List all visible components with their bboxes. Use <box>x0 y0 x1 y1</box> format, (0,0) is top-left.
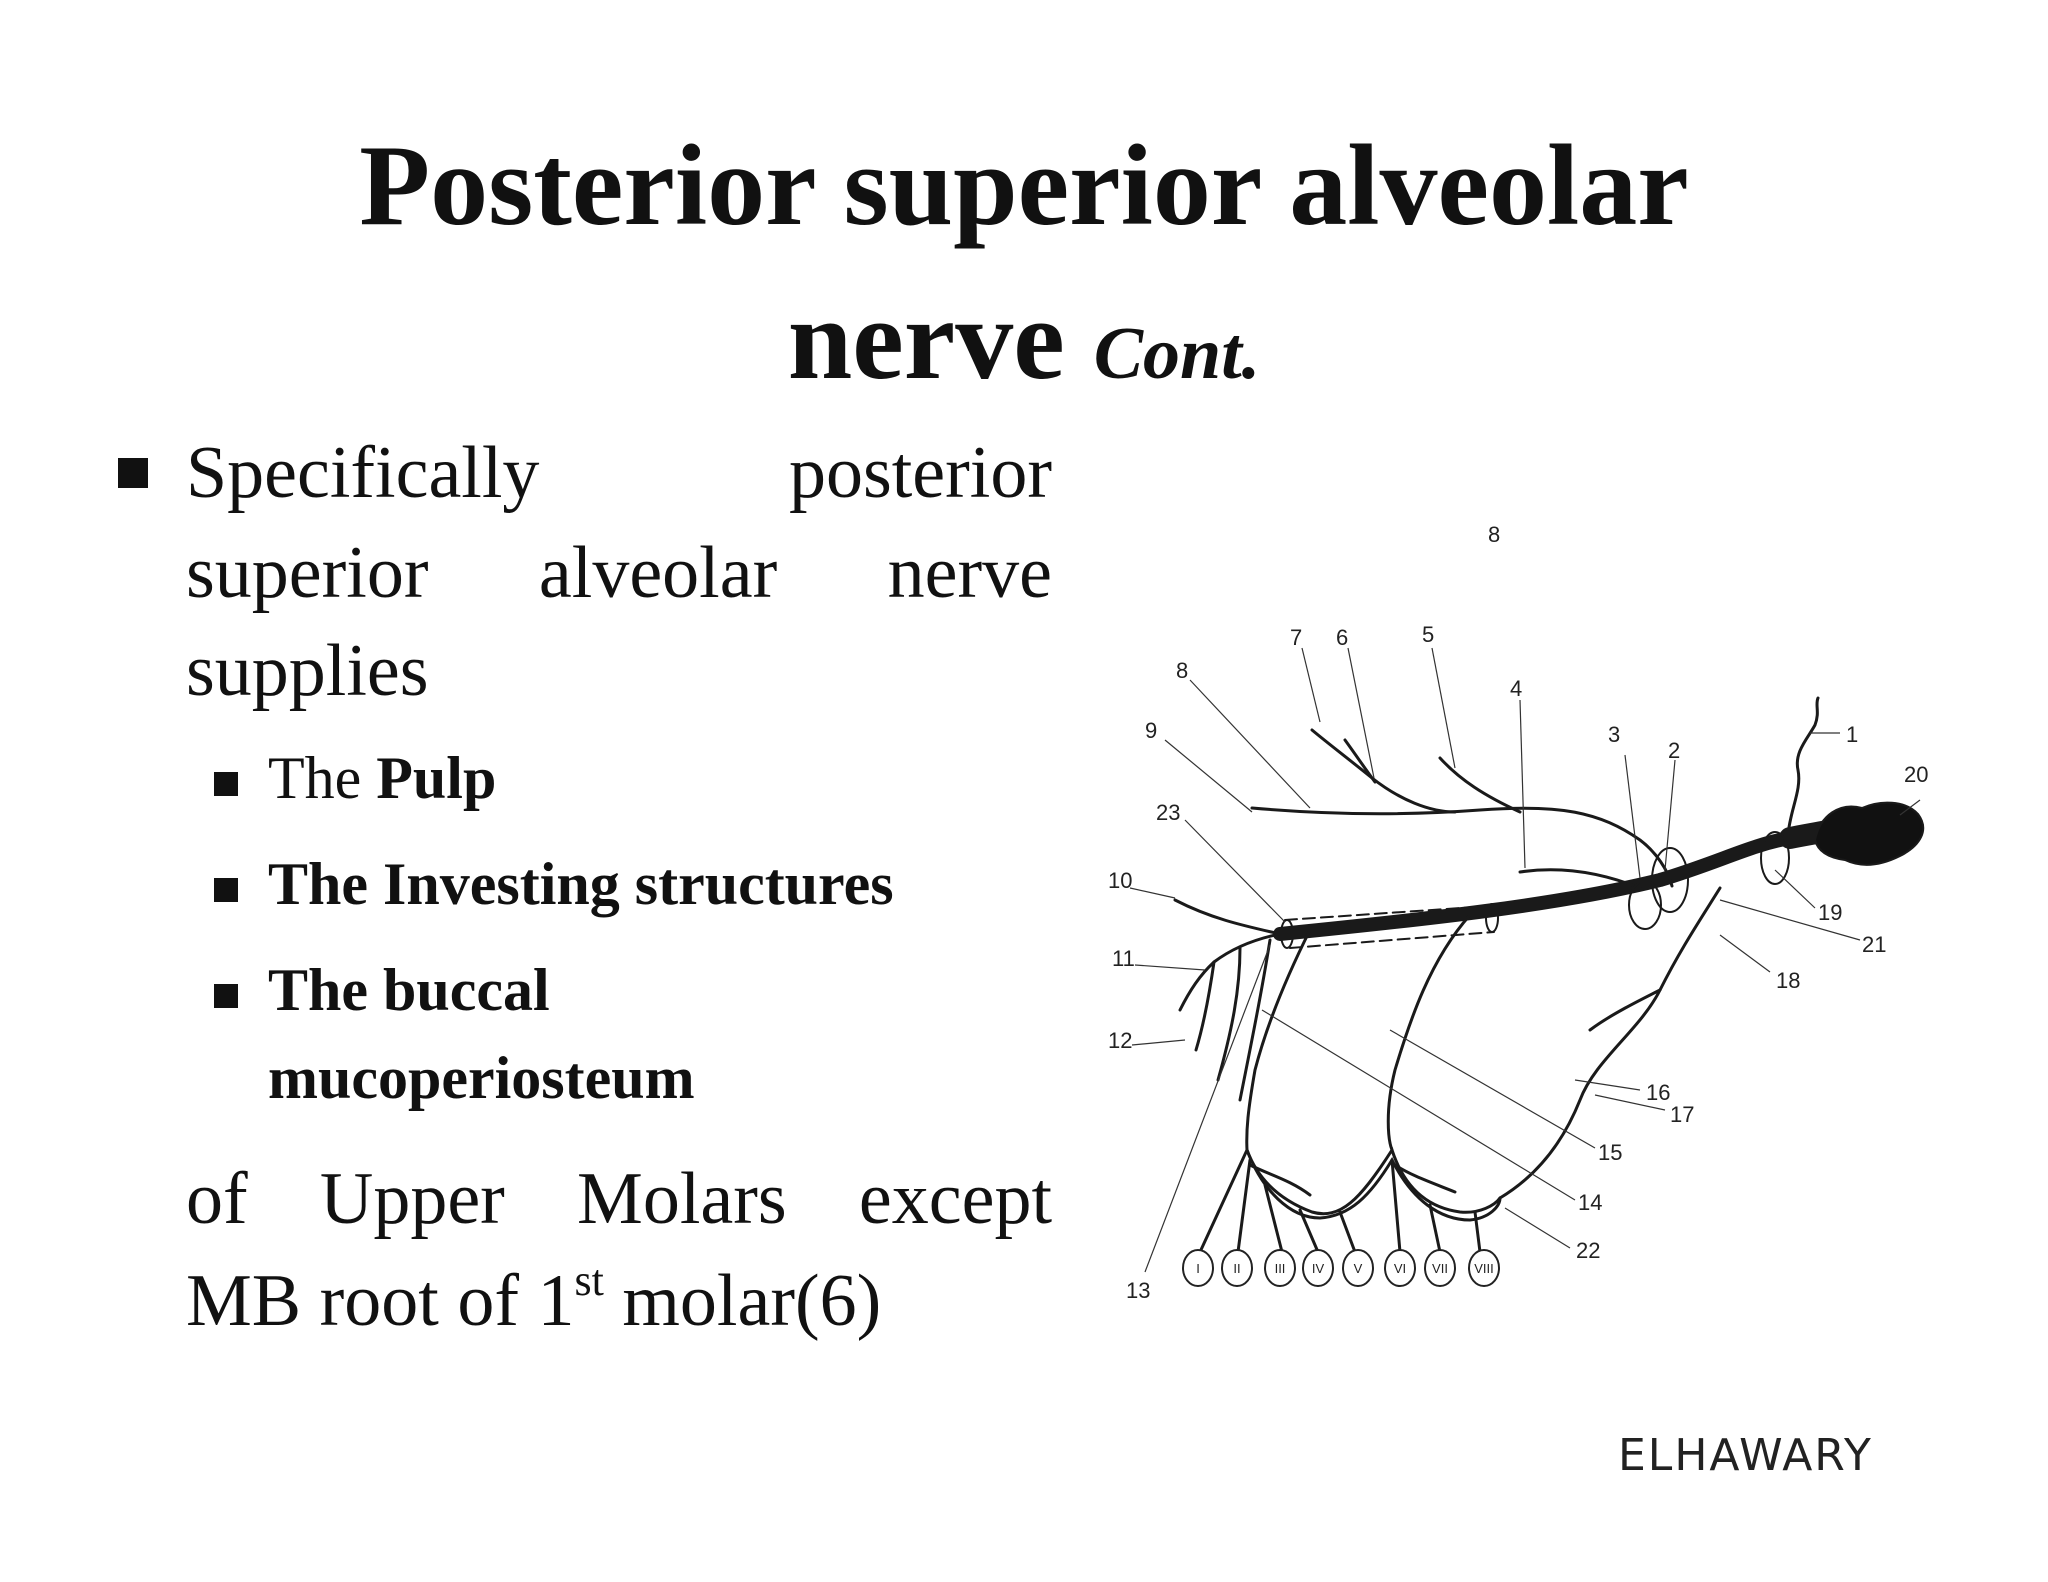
closing-text: molar(6) <box>603 1260 882 1342</box>
diagram-label: 10 <box>1108 868 1133 893</box>
diagram-label: 22 <box>1576 1238 1601 1263</box>
tooth-numeral: II <box>1233 1261 1241 1276</box>
tooth-numeral: VII <box>1432 1261 1448 1276</box>
diagram-label: 5 <box>1422 622 1435 647</box>
bullet-line-3: supplies <box>186 630 429 712</box>
diagram-label: 16 <box>1646 1080 1671 1105</box>
nerve-branches <box>1175 698 1923 1252</box>
closing-word: except <box>858 1158 1052 1240</box>
diagram-label: 14 <box>1578 1190 1603 1215</box>
bullet-word: posterior <box>788 432 1052 514</box>
title-cont-italic: Cont. <box>1093 313 1261 395</box>
tooth-circles <box>1183 1250 1499 1286</box>
diagram-label: 9 <box>1145 718 1158 743</box>
diagram-label: 1 <box>1846 722 1859 747</box>
sub-item-bold: The buccal <box>268 957 550 1023</box>
diagram-label: 7 <box>1290 625 1303 650</box>
diagram-label: 11 <box>1112 946 1135 971</box>
diagram-label: 15 <box>1598 1140 1623 1165</box>
tooth-numeral: VI <box>1393 1261 1407 1276</box>
diagram-label: 12 <box>1108 1028 1133 1053</box>
sub-item-bold: Pulp <box>376 745 497 811</box>
diagram-label: 8 <box>1488 522 1501 547</box>
diagram-label: 23 <box>1156 800 1181 825</box>
author-signature: ELHAWARY <box>1618 1430 1873 1481</box>
closing-word: Molars <box>577 1158 787 1240</box>
tooth-numeral: V <box>1353 1261 1363 1276</box>
tooth-numeral: III <box>1274 1261 1286 1276</box>
diagram-label: 18 <box>1776 968 1801 993</box>
closing-word: of <box>186 1158 248 1240</box>
sub-item-bold: mucoperiosteum <box>268 1045 695 1111</box>
diagram-label: 8 <box>1176 658 1189 683</box>
diagram-label: 21 <box>1862 932 1887 957</box>
closing-text: MB root of 1 <box>186 1260 575 1342</box>
bullet-word: nerve <box>887 532 1052 614</box>
diagram-label: 20 <box>1904 762 1929 787</box>
sub-item-prefix: The <box>268 745 377 811</box>
diagram-label: 17 <box>1670 1102 1695 1127</box>
ordinal-superscript: st <box>574 1256 604 1305</box>
bullet-word: superior <box>186 532 429 614</box>
diagram-label: 13 <box>1126 1278 1151 1303</box>
diagram-label: 6 <box>1336 625 1349 650</box>
diagram-label: 19 <box>1818 900 1843 925</box>
bullet-word: alveolar <box>538 532 778 614</box>
title-nerve-word: nerve <box>787 276 1065 404</box>
tooth-numeral: I <box>1196 1261 1200 1276</box>
bullet-word: Specifically <box>186 432 540 514</box>
tooth-numeral: VIII <box>1474 1261 1494 1276</box>
closing-word: Upper <box>319 1158 505 1240</box>
diagram-label: 2 <box>1668 738 1681 763</box>
tooth-numeral: IV <box>1311 1261 1325 1276</box>
slide-title-line-1: Posterior superior alveolar <box>359 122 1689 250</box>
sub-item-bold: The Investing structures <box>268 851 894 917</box>
diagram-label: 3 <box>1608 722 1621 747</box>
diagram-label: 4 <box>1510 676 1523 701</box>
